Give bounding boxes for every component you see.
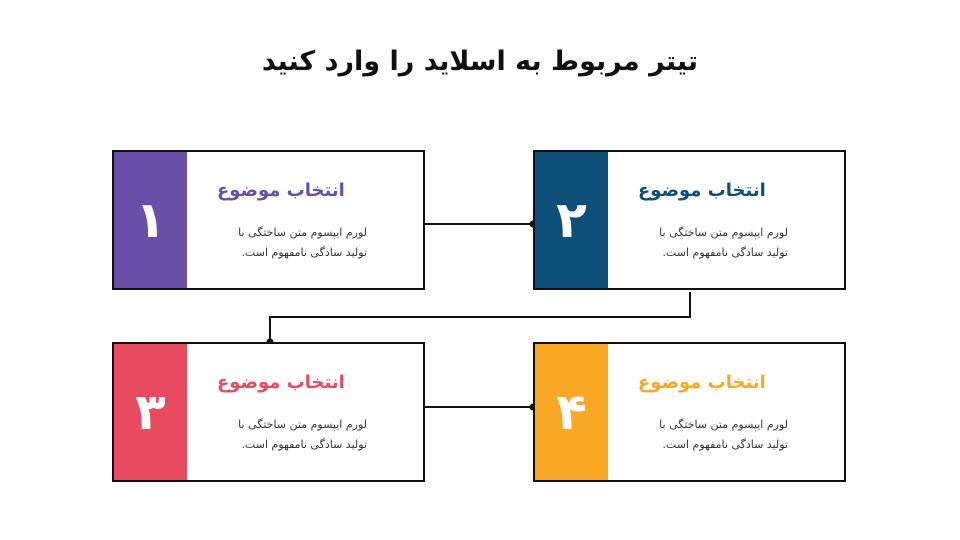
step-card-3 — [112, 342, 425, 482]
step-number-box — [114, 152, 187, 288]
step-card-4 — [533, 342, 846, 482]
step-number-box — [535, 344, 608, 480]
step-number: ۲ — [556, 191, 587, 249]
step-card-1 — [112, 150, 425, 290]
step-description: لورم ایپسوم متن ساختگی با تولید سادگی نامفهوم است. — [659, 226, 788, 259]
step-content — [187, 344, 423, 480]
slide-title: تیتر مربوط به اسلاید را وارد کنید — [261, 46, 699, 77]
step-content — [187, 152, 423, 288]
connector-2-3 — [270, 292, 690, 342]
step-number-box — [114, 344, 187, 480]
step-content — [608, 344, 844, 480]
step-title: انتخاب موضوع — [638, 180, 766, 201]
step-number: ۴ — [556, 383, 587, 441]
step-title: انتخاب موضوع — [217, 180, 345, 201]
step-number-box — [535, 152, 608, 288]
step-number: ۱ — [135, 191, 166, 249]
step-description: لورم ایپسوم متن ساختگی با تولید سادگی نامفهوم است. — [238, 418, 367, 451]
step-title: انتخاب موضوع — [638, 372, 766, 393]
step-content — [608, 152, 844, 288]
step-number: ۳ — [135, 383, 166, 441]
step-description: لورم ایپسوم متن ساختگی با تولید سادگی نامفهوم است. — [659, 418, 788, 451]
step-card-2 — [533, 150, 846, 290]
step-title: انتخاب موضوع — [217, 372, 345, 393]
step-description: لورم ایپسوم متن ساختگی با تولید سادگی نامفهوم است. — [238, 226, 367, 259]
